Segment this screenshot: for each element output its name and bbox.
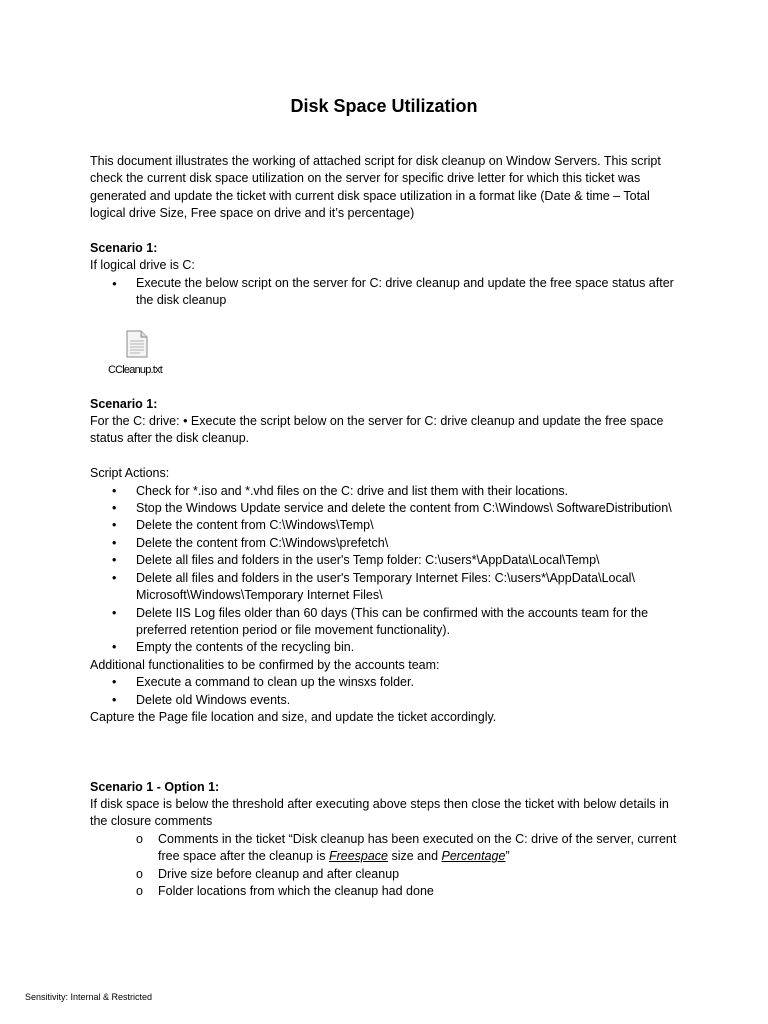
list-item: • Delete IIS Log files older than 60 days (This can be confirmed with the accounts team for the preferred retention period or file movement functionality). — [90, 605, 680, 640]
scenario-1-heading: Scenario 1: — [90, 241, 158, 256]
list-item: • Stop the Windows Update service and delete the content from C:\Windows\ SoftwareDistribution\ — [90, 500, 680, 517]
additional-heading: Additional functionalities to be confirmed by the accounts team: — [90, 657, 440, 672]
attachment[interactable] — [90, 330, 680, 384]
list-item: o Folder locations from which the cleanup had done — [90, 883, 680, 900]
document-body — [90, 153, 680, 900]
scenario-1b-heading: Scenario 1: — [90, 396, 158, 411]
scenario-1-condition: If logical drive is C: — [90, 258, 195, 273]
comment-suffix: ” — [505, 849, 510, 864]
option-1-list — [90, 831, 680, 901]
script-actions-list — [90, 483, 680, 657]
list-item: • Delete all files and folders in the user's Temporary Internet Files: C:\users*\AppData\Local\ Microsoft\Windows\Temporary Internet Files\ — [90, 570, 680, 605]
freespace-placeholder: Freespace — [328, 849, 388, 864]
percentage-placeholder: Percentage — [441, 849, 506, 864]
list-item: o Drive size before cleanup and after cleanup — [90, 866, 680, 883]
text-file-icon — [126, 330, 148, 358]
list-item: • Delete the content from C:\Windows\prefetch\ — [90, 535, 680, 552]
comment-mid: size and — [388, 849, 442, 864]
capture-text: Capture the Page file location and size, and update the ticket accordingly. — [90, 709, 497, 724]
list-item: • Execute a command to clean up the winsxs folder. — [90, 674, 680, 691]
scenario-1b-text: For the C: drive: • Execute the script below on the server for C: drive cleanup and update the free space status after the disk cleanup. — [90, 414, 664, 446]
list-item: • Check for *.iso and *.vhd files on the C: drive and list them with their locations. — [90, 483, 680, 500]
page-title: Disk Space Utilization — [290, 96, 478, 116]
sensitivity-footer: Sensitivity: Internal & Restricted — [25, 992, 153, 1002]
comment-prefix: Comments in the ticket “Disk cleanup has been executed on the C: drive of the server, current free space after the cleanup is — [158, 831, 677, 864]
option-1-heading: Scenario 1 - Option 1: — [90, 779, 220, 794]
list-item: • Delete the content from C:\Windows\Temp\ — [90, 517, 680, 534]
list-item: • Empty the contents of the recycling bin. — [90, 639, 680, 656]
list-item: • Delete all files and folders in the user's Temp folder: C:\users*\AppData\Local\Temp\ — [90, 552, 680, 569]
attachment-name: CCleanup.txt — [108, 363, 162, 376]
list-item: • Delete old Windows events. — [90, 692, 680, 709]
list-item — [90, 831, 680, 866]
list-item: ● Execute the below script on the server for C: drive cleanup and update the free space status after the disk cleanup — [90, 275, 680, 310]
scenario-1-list — [90, 275, 680, 310]
additional-list — [90, 674, 680, 709]
option-1-text: If disk space is below the threshold after executing above steps then close the ticket with below details in the closure comments — [90, 796, 669, 829]
intro-paragraph: This document illustrates the working of attached script for disk cleanup on Window Servers. This script check the current disk space utilization on the server for specific drive letter for which this ticket was generated and update the ticket with current disk space utilization in a format like (Date & time – Total logical drive Size, Free space on drive and it’s percentage) — [90, 154, 661, 221]
script-actions-heading: Script Actions: — [90, 466, 170, 481]
